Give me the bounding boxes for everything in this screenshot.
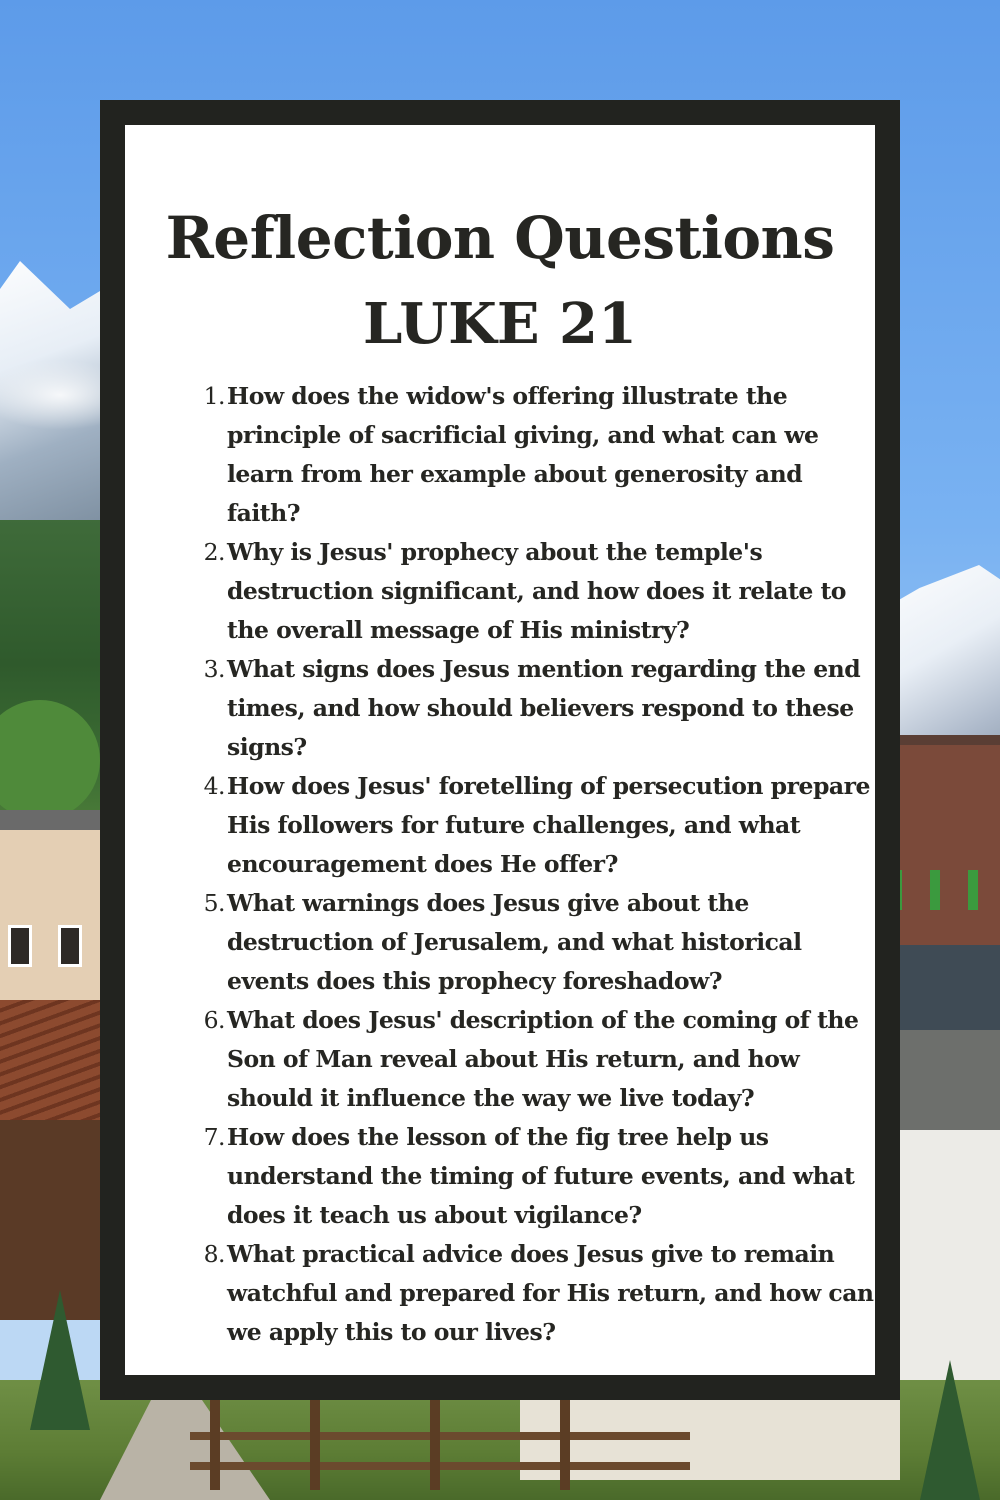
green-shutter — [930, 870, 940, 910]
question-number: 2. — [203, 538, 225, 566]
question-number: 3. — [203, 655, 225, 683]
question-number: 7. — [203, 1123, 225, 1151]
question-number: 4. — [203, 772, 225, 800]
card-subtitle: LUKE 21 — [363, 291, 637, 357]
questions-list — [200, 377, 880, 1352]
green-shutter — [968, 870, 978, 910]
question-text: How does Jesus' foretelling of persecution prepare His followers for future challenges, and what encouragement does He offer? — [227, 772, 870, 878]
question-item — [200, 650, 880, 767]
chalet-right — [890, 745, 1000, 955]
question-text: Why is Jesus' prophecy about the temple's destruction significant, and how does it relate to the overall message of His ministry? — [227, 538, 846, 644]
question-item — [200, 1235, 880, 1352]
question-text: What signs does Jesus mention regarding the end times, and how should believers respond to these signs? — [227, 655, 861, 761]
question-item — [200, 1118, 880, 1235]
fence-post — [310, 1400, 320, 1490]
fence-post — [430, 1400, 440, 1490]
question-item — [200, 377, 880, 533]
window — [8, 925, 32, 967]
fence-post — [210, 1400, 220, 1490]
question-number: 6. — [203, 1006, 225, 1034]
card-title: Reflection Questions — [165, 204, 835, 272]
question-text: How does the widow's offering illustrate the principle of sacrificial giving, and what can we learn from her example about generosity and faith? — [227, 382, 819, 527]
wooden-fence-rail — [190, 1432, 690, 1440]
window — [58, 925, 82, 967]
question-item — [200, 767, 880, 884]
question-card — [125, 125, 875, 1375]
pine-tree — [920, 1360, 980, 1500]
wooden-fence-rail — [190, 1462, 690, 1470]
question-text: What does Jesus' description of the coming of the Son of Man reveal about His return, and how should it influence the way we live today? — [227, 1006, 859, 1112]
question-item — [200, 1001, 880, 1118]
question-number: 1. — [203, 382, 225, 410]
question-item — [200, 884, 880, 1001]
question-number: 8. — [203, 1240, 225, 1268]
question-text: What warnings does Jesus give about the destruction of Jerusalem, and what historical events does this prophecy foreshadow? — [227, 889, 802, 995]
question-number: 5. — [203, 889, 225, 917]
question-text: How does the lesson of the fig tree help us understand the timing of future events, and what does it teach us about vigilance? — [227, 1123, 855, 1229]
question-text: What practical advice does Jesus give to remain watchful and prepared for His return, and how can we apply this to our lives? — [227, 1240, 874, 1346]
question-item — [200, 533, 880, 650]
pine-tree — [30, 1290, 90, 1430]
card-frame — [100, 100, 900, 1400]
fence-post — [560, 1400, 570, 1490]
